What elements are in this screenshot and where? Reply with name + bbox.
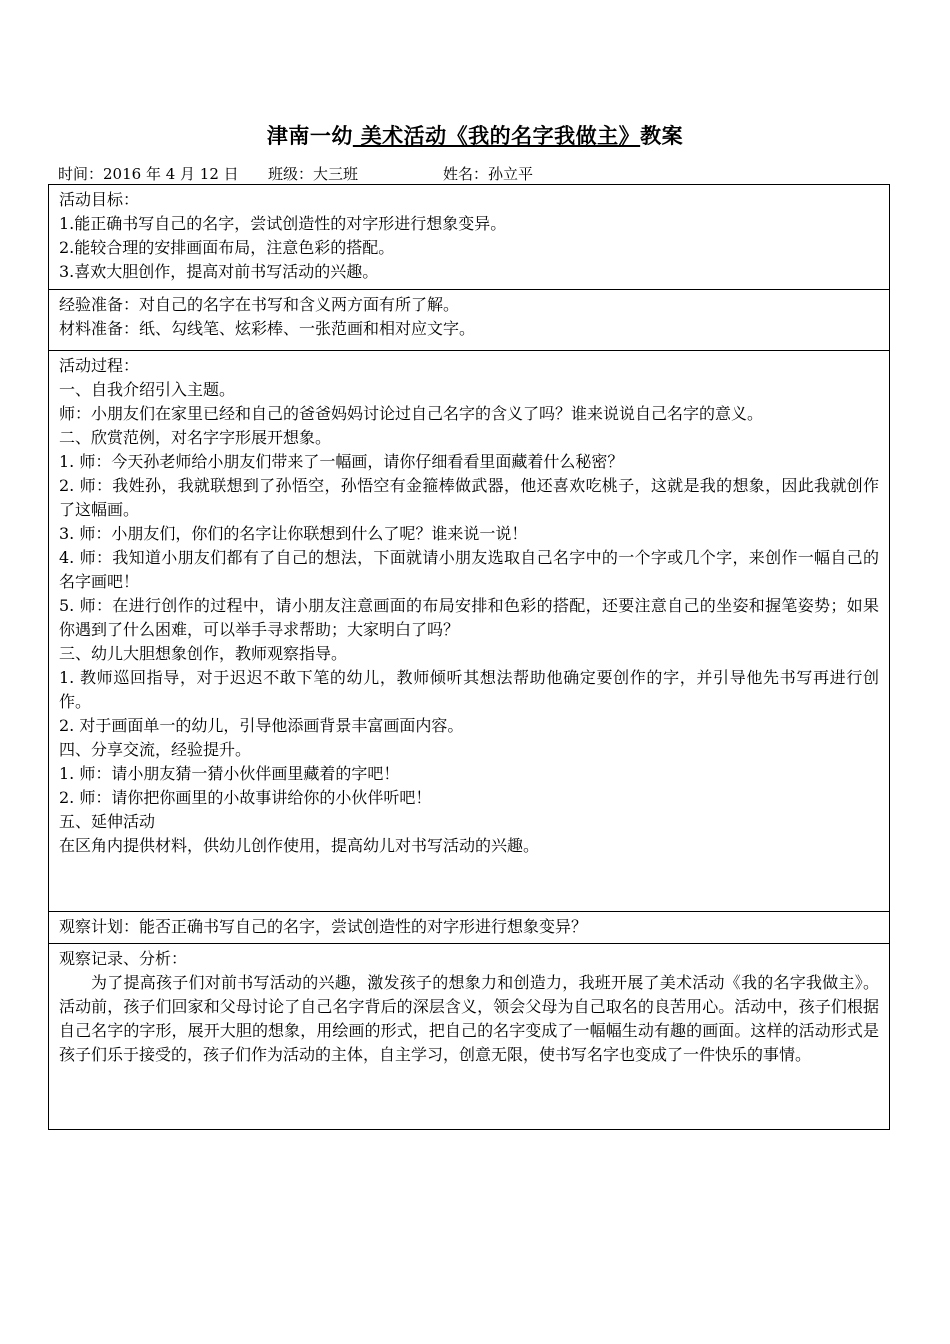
process-line: 在区角内提供材料，供幼儿创作使用，提高幼儿对书写活动的兴趣。	[59, 836, 540, 855]
meta-line	[58, 163, 533, 184]
process-line: 3. 师：小朋友们，你们的名字让你联想到什么了呢？谁来说一说！	[59, 524, 528, 543]
observation-record-row	[49, 944, 890, 1130]
process-line: 五、延伸活动	[59, 812, 156, 831]
goal-item: 2.能较合理的安排画面布局，注意色彩的搭配。	[59, 238, 395, 257]
goals-cell	[49, 185, 890, 290]
meta-class: 班级：大三班	[268, 165, 359, 183]
process-line: 4. 师：我知道小朋友们都有了自己的想法，下面就请小朋友选取自己名字中的一个字或几个字，来创作一幅自己的名字画吧！	[59, 548, 879, 591]
meta-time: 时间：2016 年 4 月 12 日	[58, 165, 239, 183]
title-prefix: 津南一幼	[266, 123, 353, 148]
process-cell	[49, 351, 890, 912]
goal-item: 3.喜欢大胆创作，提高对前书写活动的兴趣。	[59, 262, 379, 281]
process-line: 三、幼儿大胆想象创作，教师观察指导。	[59, 644, 348, 663]
process-line: 一、自我介绍引入主题。	[59, 380, 236, 399]
observation-plan-row	[49, 912, 890, 944]
process-line: 四、分享交流，经验提升。	[59, 740, 252, 759]
goal-item: 1.能正确书写自己的名字，尝试创造性的对字形进行想象变异。	[59, 214, 507, 233]
process-line: 1. 师：今天孙老师给小朋友们带来了一幅画，请你仔细看看里面藏着什么秘密？	[59, 452, 624, 471]
process-line: 2. 师：请你把你画里的小故事讲给你的小伙伴听吧！	[59, 788, 432, 807]
process-line: 1. 师：请小朋友猜一猜小伙伴画里藏着的字吧！	[59, 764, 400, 783]
process-line: 2. 师：我姓孙，我就联想到了孙悟空，孙悟空有金箍棒做武器，他还喜欢吃桃子，这就是我的想象，因此我就创作了这幅画。	[59, 476, 879, 519]
title-main: 美术活动《我的名字我做主》	[352, 123, 641, 148]
process-row	[49, 351, 890, 912]
meta-name: 姓名：孙立平	[443, 165, 534, 183]
process-line: 2. 对于画面单一的幼儿，引导他添画背景丰富画面内容。	[59, 716, 464, 735]
process-line: 师：小朋友们在家里已经和自己的爸爸妈妈讨论过自己名字的含义了吗？谁来说说自己名字的意义。	[59, 404, 764, 423]
preparation-cell	[49, 290, 890, 351]
page-title	[0, 120, 950, 150]
experience-prep: 经验准备：对自己的名字在书写和含义两方面有所了解。	[59, 295, 460, 314]
goals-heading: 活动目标：	[59, 190, 140, 209]
lesson-plan-table	[48, 184, 890, 1130]
observation-plan-cell: 观察计划：能否正确书写自己的名字，尝试创造性的对字形进行想象变异？	[49, 912, 890, 944]
observation-record-text: 为了提高孩子们对前书写活动的兴趣，激发孩子的想象力和创造力，我班开展了美术活动《我的名字我做主》。活动前，孩子们回家和父母讨论了自己名字背后的深层含义，领会父母为自己取名的良苦用心。活动中，孩子们根据自己名字的字形，展开大胆的想象，用绘画的形式，把自己的名字变成了一幅幅生动有趣的画面。这样的活动形式是孩子们乐于接受的，孩子们作为活动的主体，自主学习，创意无限，使书写名字也变成了一件快乐的事情。	[59, 973, 879, 1064]
process-heading: 活动过程：	[59, 356, 140, 375]
preparation-row	[49, 290, 890, 351]
process-line: 5. 师：在进行创作的过程中，请小朋友注意画面的布局安排和色彩的搭配，还要注意自己的坐姿和握笔姿势；如果你遇到了什么困难，可以举手寻求帮助；大家明白了吗？	[59, 596, 879, 639]
materials-prep: 材料准备：纸、勾线笔、炫彩棒、一张范画和相对应文字。	[59, 319, 476, 338]
title-suffix: 教案	[640, 123, 684, 148]
observation-record-heading: 观察记录、分析：	[59, 949, 188, 968]
process-line: 1. 教师巡回指导，对于迟迟不敢下笔的幼儿，教师倾听其想法帮助他确定要创作的字，并引导他先书写再进行创作。	[59, 668, 879, 711]
observation-record-cell	[49, 944, 890, 1130]
goals-row	[49, 185, 890, 290]
process-line: 二、欣赏范例，对名字字形展开想象。	[59, 428, 332, 447]
